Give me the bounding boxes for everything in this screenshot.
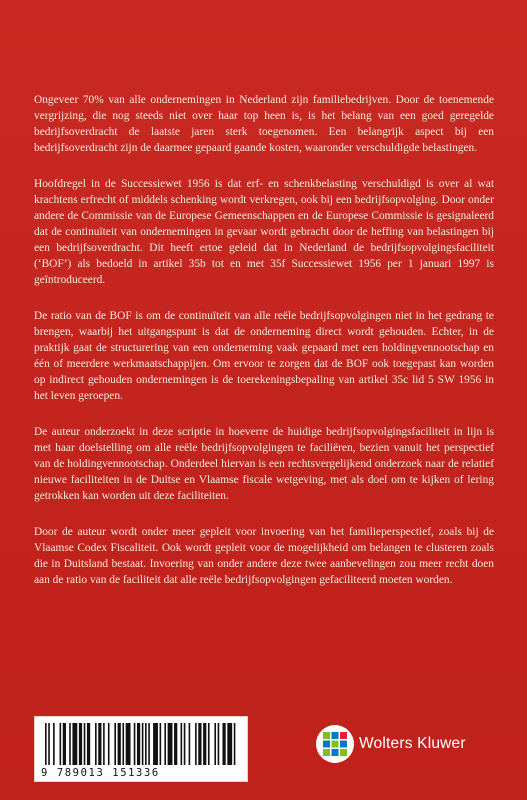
- barcode: [34, 716, 248, 782]
- paragraph-2: Hoofdregel in de Successiewet 1956 is dat erf- en schenkbelasting verschuldigd is over al wat krachtens erfrecht of middels schenking wordt verkregen, ook bij een bedrijfsopvolging. Door onder andere de Commissie van de Europese Gemeenschappen en de Europese Commissie is gesignaleerd dat de continuïteit van ondernemingen in gevaar wordt gebracht door de heffing van belastingen bij een bedrijfsoverdracht. Dit heeft ertoe geleid dat in Nederland de bedrijfsopvolgingsfaciliteit (‘BOF’) als bedoeld in artikel 35b tot en met 35f Successiewet 1956 per 1 januari 1997 is geïntroduceerd.: [34, 178, 494, 286]
- publisher-name: Wolters Kluwer: [359, 735, 466, 752]
- barcode-icon: [43, 723, 239, 765]
- isbn-number: 9 789013 151336: [41, 767, 160, 779]
- blurb-text: [34, 92, 494, 608]
- paragraph-1: Ongeveer 70% van alle ondernemingen in Nederland zijn familiebedrijven. Door de toenemende vergrijzing, die nog steeds niet over haar top heen is, is het belang van een goed geregelde bedrijfsoverdracht de laatste jaren sterk toegenomen. Een belangrijk aspect bij een bedrijfsoverdracht zijn de daarmee gepaard gaande kosten, waaronder verschuldigde belastingen.: [34, 94, 494, 154]
- publisher-logo: [315, 724, 466, 764]
- wolters-kluwer-logo-icon: [315, 724, 355, 764]
- paragraph-5: Door de auteur wordt onder meer gepleit voor invoering van het familieperspectief, zoals bij de Vlaamse Codex Fiscaliteit. Ook wordt gepleit voor de mogelijkheid om belangen te clusteren zoals die in Duitsland bestaat. Invoering van onder andere deze twee aanbevelingen zou meer recht doen aan de ratio van de faciliteit dat alle reële bedrijfsopvolgingen gefaciliteerd moeten worden.: [34, 526, 494, 586]
- paragraph-3: De ratio van de BOF is om de continuïteit van alle reële bedrijfsopvolgingen niet in het gedrang te brengen, waarbij het uitgangspunt is dat de onderneming direct wordt gehouden. Echter, in de praktijk gaat de structurering van een onderneming vaak gepaard met een holdingvennootschap en één of meerdere werkmaatschappijen. Om ervoor te zorgen dat de BOF ook toegepast kan worden op indirect gehouden ondernemingen is de toerekeningsbepaling van artikel 35c lid 5 SW 1956 in het leven geroepen.: [34, 310, 494, 402]
- paragraph-4: De auteur onderzoekt in deze scriptie in hoeverre de huidige bedrijfsopvolgingsfaciliteit in lijn is met haar doelstelling om alle reële bedrijfsopvolgingen te faciliëren, bezien vanuit het perspectief van de holdingvennootschap. Onderdeel hiervan is een rechtsvergelijkend onderzoek naar de relatief nieuwe faciliteiten in de Duitse en Vlaamse fiscale wetgeving, met als doel om te kijken of lering getrokken kan worden uit deze faciliteiten.: [34, 426, 494, 502]
